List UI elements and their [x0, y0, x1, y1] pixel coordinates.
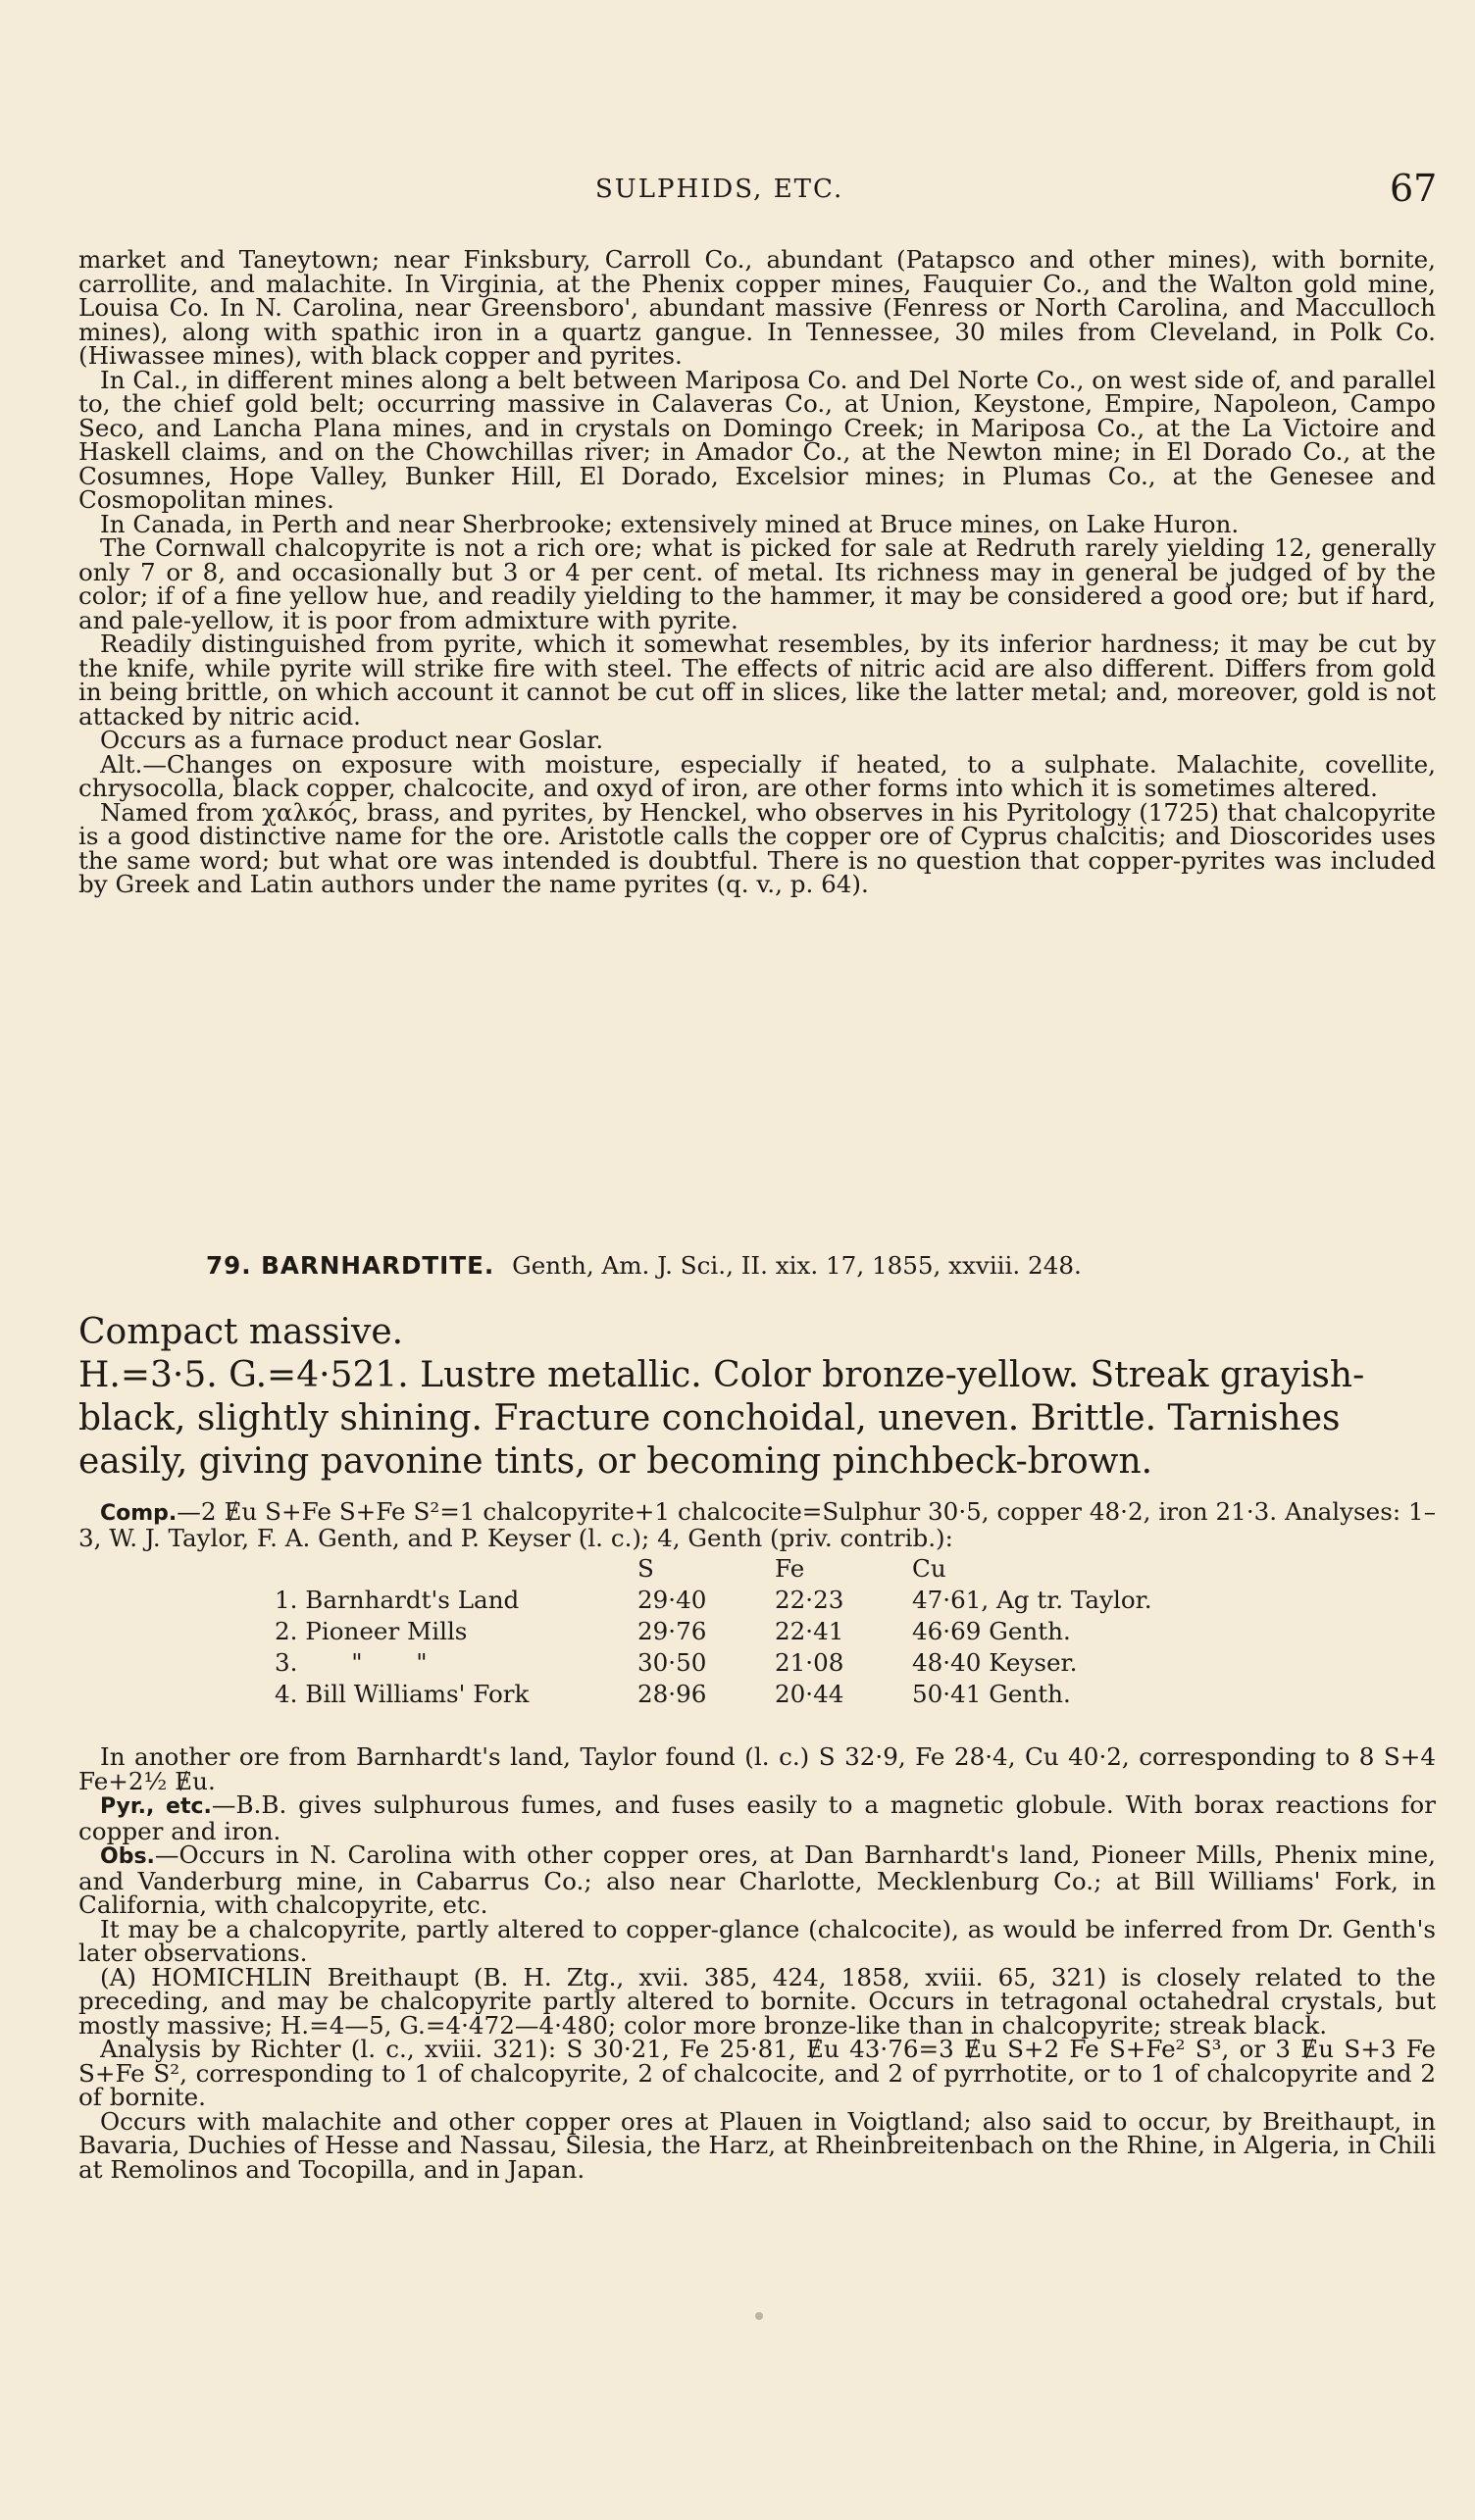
- pyr-text: —B.B. gives sulphurous fumes, and fuses easily to a magnetic globule. With borax reactions for copper and iron.: [78, 1790, 1436, 1845]
- page-header: [0, 167, 1475, 216]
- table-header-row: [275, 1554, 1152, 1586]
- table-cell: 29·76: [637, 1617, 707, 1645]
- paragraph: In Canada, in Perth and near Sherbrooke; extensively mined at Bruce mines, on Lake Huron.: [100, 509, 1240, 538]
- paragraph: Alt.—Changes on exposure with moisture, especially if heated, to a sulphate. Malachite, covellite, chrysocolla, black copper, chalcocite, and oxyd of iron, are other forms into which it is sometimes altered.: [78, 749, 1436, 802]
- table-cell: 3. " ": [275, 1648, 428, 1677]
- physical-description: [78, 1311, 1436, 1484]
- page-number: 67: [1390, 167, 1438, 210]
- table-cell: 50·41 Genth.: [912, 1680, 1071, 1708]
- table-cell: 1. Barnhardt's Land: [275, 1586, 520, 1614]
- habit-line: Compact massive.: [78, 1312, 404, 1352]
- table-cell: 29·40: [637, 1586, 707, 1614]
- ink-speck: [755, 2312, 763, 2320]
- table-row: [275, 1648, 1152, 1680]
- paragraph: Occurs as a furnace product near Goslar.: [100, 726, 604, 754]
- paragraph: It may be a chalcopyrite, partly altered to copper-glance (chalcocite), as would be inferred from Dr. Genth's later observations.: [78, 1914, 1436, 1967]
- paragraph: (A) HOMICHLIN Breithaupt (B. H. Ztg., xvii. 385, 424, 1858, xviii. 65, 321) is closely related to the preceding, and may be chalcopyrite partly altered to bornite. Occurs in tetragonal octahedral crystals, but mostly massive; H.=4—5, G.=4·472—4·480; color more bronze-like than in chalcopyrite; streak black.: [78, 1962, 1436, 2040]
- table-cell: 22·41: [775, 1617, 844, 1645]
- composition-section: [78, 1497, 1436, 1552]
- paragraph: market and Taneytown; near Finksbury, Carroll Co., abundant (Patapsco and other mines), with bornite, carrollite, and malachite. In Virginia, at the Phenix copper mines, Fauquier Co., and the Walton gold mine, Louisa Co. In N. Carolina, near Greensboro', abundant massive (Fenress or North Carolina, and Macculloch mines), along with spathic iron in a quartz gangue. In Tennessee, 30 miles from Cleveland, in Polk Co. (Hiwassee mines), with black copper and pyrites.: [78, 245, 1436, 370]
- analyses-table: [275, 1554, 1152, 1711]
- table-cell: 48·40 Keyser.: [912, 1648, 1078, 1677]
- table-cell: 20·44: [775, 1680, 844, 1708]
- paragraph: In Cal., in different mines along a belt between Mariposa Co. and Del Norte Co., on west side of, and parallel to, the chief gold belt; occurring massive in Calaveras Co., at Union, Keystone, Empire, Napoleon, Campo Seco, and Lancha Plana mines, and in crystals on Domingo Creek; in Mariposa Co., at the La Victoire and Haskell claims, and on the Chowchillas river; in Amador Co., at the Newton mine; in El Dorado Co., at the Cosumnes, Hope Valley, Bunker Hill, El Dorado, Excelsior mines; in Plumas Co., at the Genesee and Cosmopolitan mines.: [78, 365, 1436, 514]
- table-header: Cu: [912, 1554, 946, 1583]
- body-text-lower: [78, 1742, 1436, 2184]
- obs-text: —Occurs in N. Carolina with other copper ores, at Dan Barnhardt's land, Pioneer Mills, Phenix mine, and Vanderburg mine, in Cabarrus Co.; also near Charlotte, Mecklenburg Co.; at Bill Williams' Fork, in California, with chalcopyrite, etc.: [78, 1840, 1436, 1919]
- body-text-top: [78, 245, 1436, 898]
- table-header: [275, 1554, 637, 1586]
- table-cell: 4. Bill Williams' Fork: [275, 1680, 530, 1708]
- obs-label: Obs.: [100, 1844, 155, 1869]
- paragraph: Named from χαλκός, brass, and pyrites, by Henckel, who observes in his Pyritology (1725) that chalcopyrite is a good distinctive name for the ore. Aristotle calls the copper ore of Cyprus chalcitis; and Dioscorides uses the same word; but what ore was intended is doubtful. There is no question that copper-pyrites was included by Greek and Latin authors under the name pyrites (q. v., p. 64).: [78, 797, 1436, 898]
- table-row: [275, 1617, 1152, 1648]
- table-cell: 2. Pioneer Mills: [275, 1617, 468, 1645]
- article-heading: [206, 1251, 1082, 1280]
- table-cell: 46·69 Genth.: [912, 1617, 1071, 1645]
- table-cell: 30·50: [637, 1648, 707, 1677]
- table-header: Fe: [775, 1554, 805, 1583]
- table-row: [275, 1586, 1152, 1617]
- paragraph: The Cornwall chalcopyrite is not a rich ore; what is picked for sale at Redruth rarely yielding 12, generally only 7 or 8, and occasionally but 3 or 4 per cent. of metal. Its richness may in general be judged of by the color; if of a fine yellow hue, and readily yielding to the hammer, it may be considered a good ore; but if hard, and pale-yellow, it is poor from admixture with pyrite.: [78, 533, 1436, 634]
- paragraph: Analysis by Richter (l. c., xviii. 321): S 30·21, Fe 25·81, Ɇu 43·76=3 Ɇu S+2 Fe S+Fe² S³, or 3 Ɇu S+3 Fe S+Fe S², corresponding to 1 of chalcopyrite, 2 of chalcocite, and 2 of pyrrhotite, or to 1 of chalcopyrite and 2 of bornite.: [78, 2035, 1436, 2111]
- pyr-label: Pyr., etc.: [100, 1794, 212, 1819]
- species-citation: Genth, Am. J. Sci., II. xix. 17, 1855, xxviii. 248.: [512, 1251, 1082, 1280]
- table-cell: 22·23: [775, 1586, 844, 1614]
- table-cell: 21·08: [775, 1648, 844, 1677]
- comp-label: Comp.: [100, 1501, 178, 1526]
- table-row: [275, 1680, 1152, 1711]
- properties-line: H.=3·5. G.=4·521. Lustre metallic. Color bronze-yellow. Streak grayish-black, slightly shining. Fracture conchoidal, uneven. Brittle. Tarnishes easily, giving pavonine tints, or becoming pinchbeck-brown.: [78, 1355, 1365, 1482]
- species-title: 79. BARNHARDTITE.: [206, 1251, 495, 1280]
- table-cell: 47·61, Ag tr. Taylor.: [912, 1586, 1152, 1614]
- paragraph: In another ore from Barnhardt's land, Taylor found (l. c.) S 32·9, Fe 28·4, Cu 40·2, corresponding to 8 S+4 Fe+2½ Ɇu.: [78, 1742, 1436, 1795]
- table-header: S: [637, 1554, 654, 1583]
- paragraph: Occurs with malachite and other copper ores at Plauen in Voigtland; also said to occur, by Breithaupt, in Bavaria, Duchies of Hesse and Nassau, Silesia, the Harz, at Rheinbreitenbach on the Rhine, in Algeria, in Chili at Remolinos and Tocopilla, and in Japan.: [78, 2106, 1436, 2184]
- running-head: SULPHIDS, ETC.: [595, 175, 844, 204]
- comp-text: —2 Ɇu S+Fe S+Fe S²=1 chalcopyrite+1 chalcocite=Sulphur 30·5, copper 48·2, iron 21·3. Analyses: 1–3, W. J. Taylor, F. A. Genth, and P. Keyser (l. c.); 4, Genth (priv. contrib.):: [78, 1497, 1436, 1552]
- table-cell: 28·96: [637, 1680, 707, 1708]
- paragraph: Readily distinguished from pyrite, which it somewhat resembles, by its inferior hardness; it may be cut by the knife, while pyrite will strike fire with steel. The effects of nitric acid are also different. Differs from gold in being brittle, on which account it cannot be cut off in slices, like the latter metal; and, moreover, gold is not attacked by nitric acid.: [78, 630, 1436, 731]
